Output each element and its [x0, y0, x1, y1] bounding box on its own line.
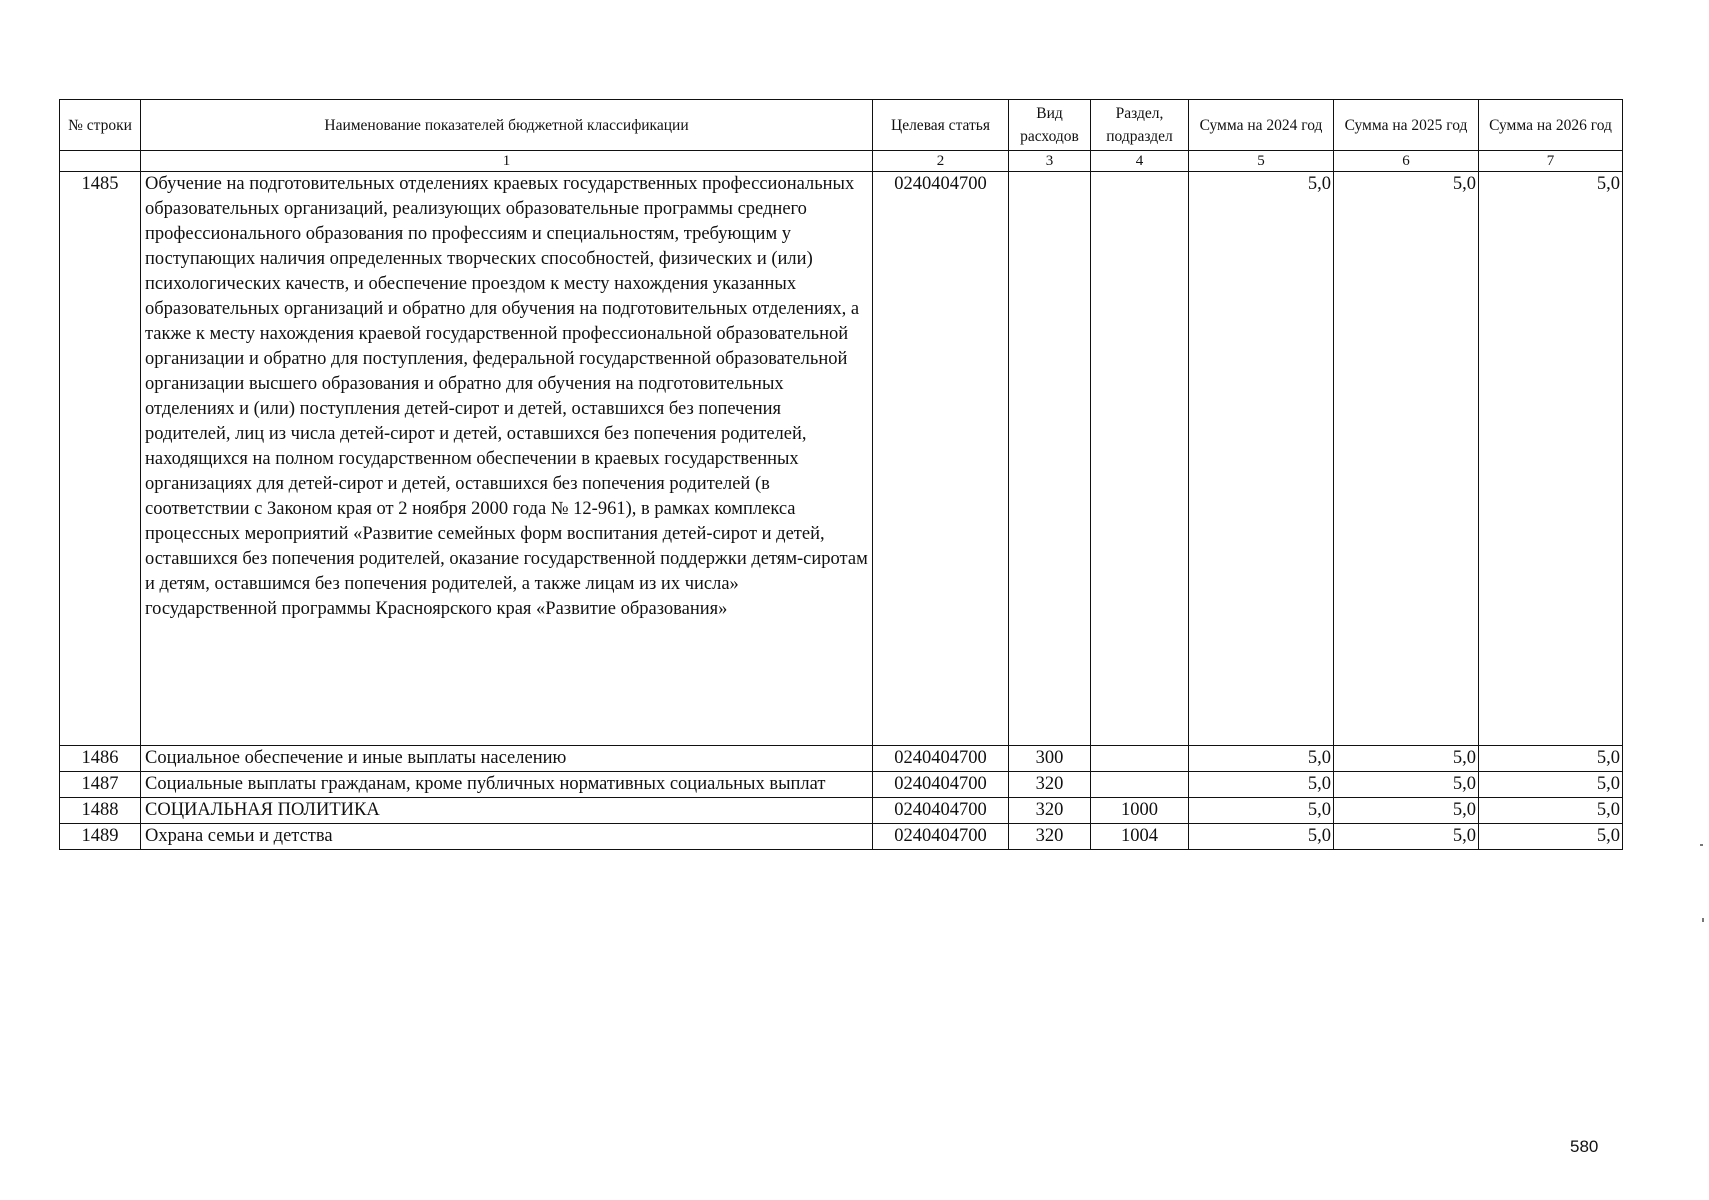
header-name: Наименование показателей бюджетной классификации [141, 100, 873, 151]
column-number: 7 [1479, 151, 1623, 172]
scan-edge-mark [1700, 844, 1703, 846]
row-name: Социальные выплаты гражданам, кроме публичных нормативных социальных выплат [141, 772, 873, 798]
table-row [60, 172, 1623, 746]
column-number: 2 [873, 151, 1009, 172]
row-section: 1004 [1091, 824, 1189, 850]
row-sum-2025: 5,0 [1334, 746, 1479, 772]
row-sum-2026: 5,0 [1479, 824, 1623, 850]
table-row [60, 746, 1623, 772]
row-sum-2025: 5,0 [1334, 772, 1479, 798]
row-sum-2026: 5,0 [1479, 746, 1623, 772]
row-sum-2024: 5,0 [1189, 798, 1334, 824]
row-sum-2024: 5,0 [1189, 772, 1334, 798]
row-number: 1487 [60, 772, 141, 798]
row-section: 1000 [1091, 798, 1189, 824]
header-sum-2025: Сумма на 2025 год [1334, 100, 1479, 151]
row-name: Охрана семьи и детства [141, 824, 873, 850]
row-name: Социальное обеспечение и иные выплаты населению [141, 746, 873, 772]
row-sum-2025: 5,0 [1334, 798, 1479, 824]
table-header-row [60, 100, 1623, 151]
row-expense-type: 320 [1009, 772, 1091, 798]
row-section [1091, 772, 1189, 798]
row-sum-2025: 5,0 [1334, 824, 1479, 850]
row-expense-type [1009, 172, 1091, 746]
row-name: СОЦИАЛЬНАЯ ПОЛИТИКА [141, 798, 873, 824]
row-sum-2026: 5,0 [1479, 172, 1623, 746]
table-row [60, 824, 1623, 850]
row-number: 1485 [60, 172, 141, 746]
row-target-article: 0240404700 [873, 798, 1009, 824]
row-number: 1489 [60, 824, 141, 850]
budget-classification-table [59, 99, 1623, 850]
row-sum-2026: 5,0 [1479, 772, 1623, 798]
header-expense-type: Вид расходов [1009, 100, 1091, 151]
row-section [1091, 746, 1189, 772]
row-target-article: 0240404700 [873, 772, 1009, 798]
row-sum-2024: 5,0 [1189, 172, 1334, 746]
row-sum-2024: 5,0 [1189, 746, 1334, 772]
column-number [60, 151, 141, 172]
column-number: 3 [1009, 151, 1091, 172]
page-number: 580 [1570, 1137, 1599, 1156]
row-sum-2024: 5,0 [1189, 824, 1334, 850]
scan-edge-mark [1702, 918, 1704, 922]
row-number: 1486 [60, 746, 141, 772]
row-sum-2026: 5,0 [1479, 798, 1623, 824]
row-expense-type: 320 [1009, 824, 1091, 850]
row-target-article: 0240404700 [873, 824, 1009, 850]
header-sum-2024: Сумма на 2024 год [1189, 100, 1334, 151]
column-number-row [60, 151, 1623, 172]
column-number: 4 [1091, 151, 1189, 172]
row-target-article: 0240404700 [873, 172, 1009, 746]
header-section: Раздел, подраздел [1091, 100, 1189, 151]
row-sum-2025: 5,0 [1334, 172, 1479, 746]
table-row [60, 772, 1623, 798]
table-row [60, 798, 1623, 824]
column-number: 5 [1189, 151, 1334, 172]
header-row-number: № строки [60, 100, 141, 151]
row-target-article: 0240404700 [873, 746, 1009, 772]
row-number: 1488 [60, 798, 141, 824]
row-expense-type: 300 [1009, 746, 1091, 772]
header-sum-2026: Сумма на 2026 год [1479, 100, 1623, 151]
row-section [1091, 172, 1189, 746]
column-number: 1 [141, 151, 873, 172]
row-expense-type: 320 [1009, 798, 1091, 824]
header-target-article: Целевая статья [873, 100, 1009, 151]
row-name: Обучение на подготовительных отделениях краевых государственных профессиональных образовательных организаций, реализующих образовательные программы среднего профессионального образования по профессиям и специальностям, требующим у поступающих наличия определенных творческих способностей, физических и (или) психологических качеств, и обеспечение проездом к месту нахождения указанных образовательных организаций и обратно для обучения на подготовительных отделениях, а также к месту нахождения краевой государственной профессиональной образовательной организации и обратно для поступления, федеральной государственной образовательной организации высшего образования и обратно для обучения на подготовительных отделениях и (или) поступления детей-сирот и детей, оставшихся без попечения родителей, лиц из числа детей-сирот и детей, оставшихся без попечения родителей, находящихся на полном государственном обеспечении в краевых государственных организациях для детей-сирот и детей, оставшихся без попечения родителей (в соответствии с Законом края от 2 ноября 2000 года № 12-961), в рамках комплекса процессных мероприятий «Развитие семейных форм воспитания детей-сирот и детей, оставшихся без попечения родителей, оказание государственной поддержки детям-сиротам и детям, оставшимся без попечения родителей, а также лицам из их числа» государственной программы Красноярского края «Развитие образования» [141, 172, 873, 746]
column-number: 6 [1334, 151, 1479, 172]
